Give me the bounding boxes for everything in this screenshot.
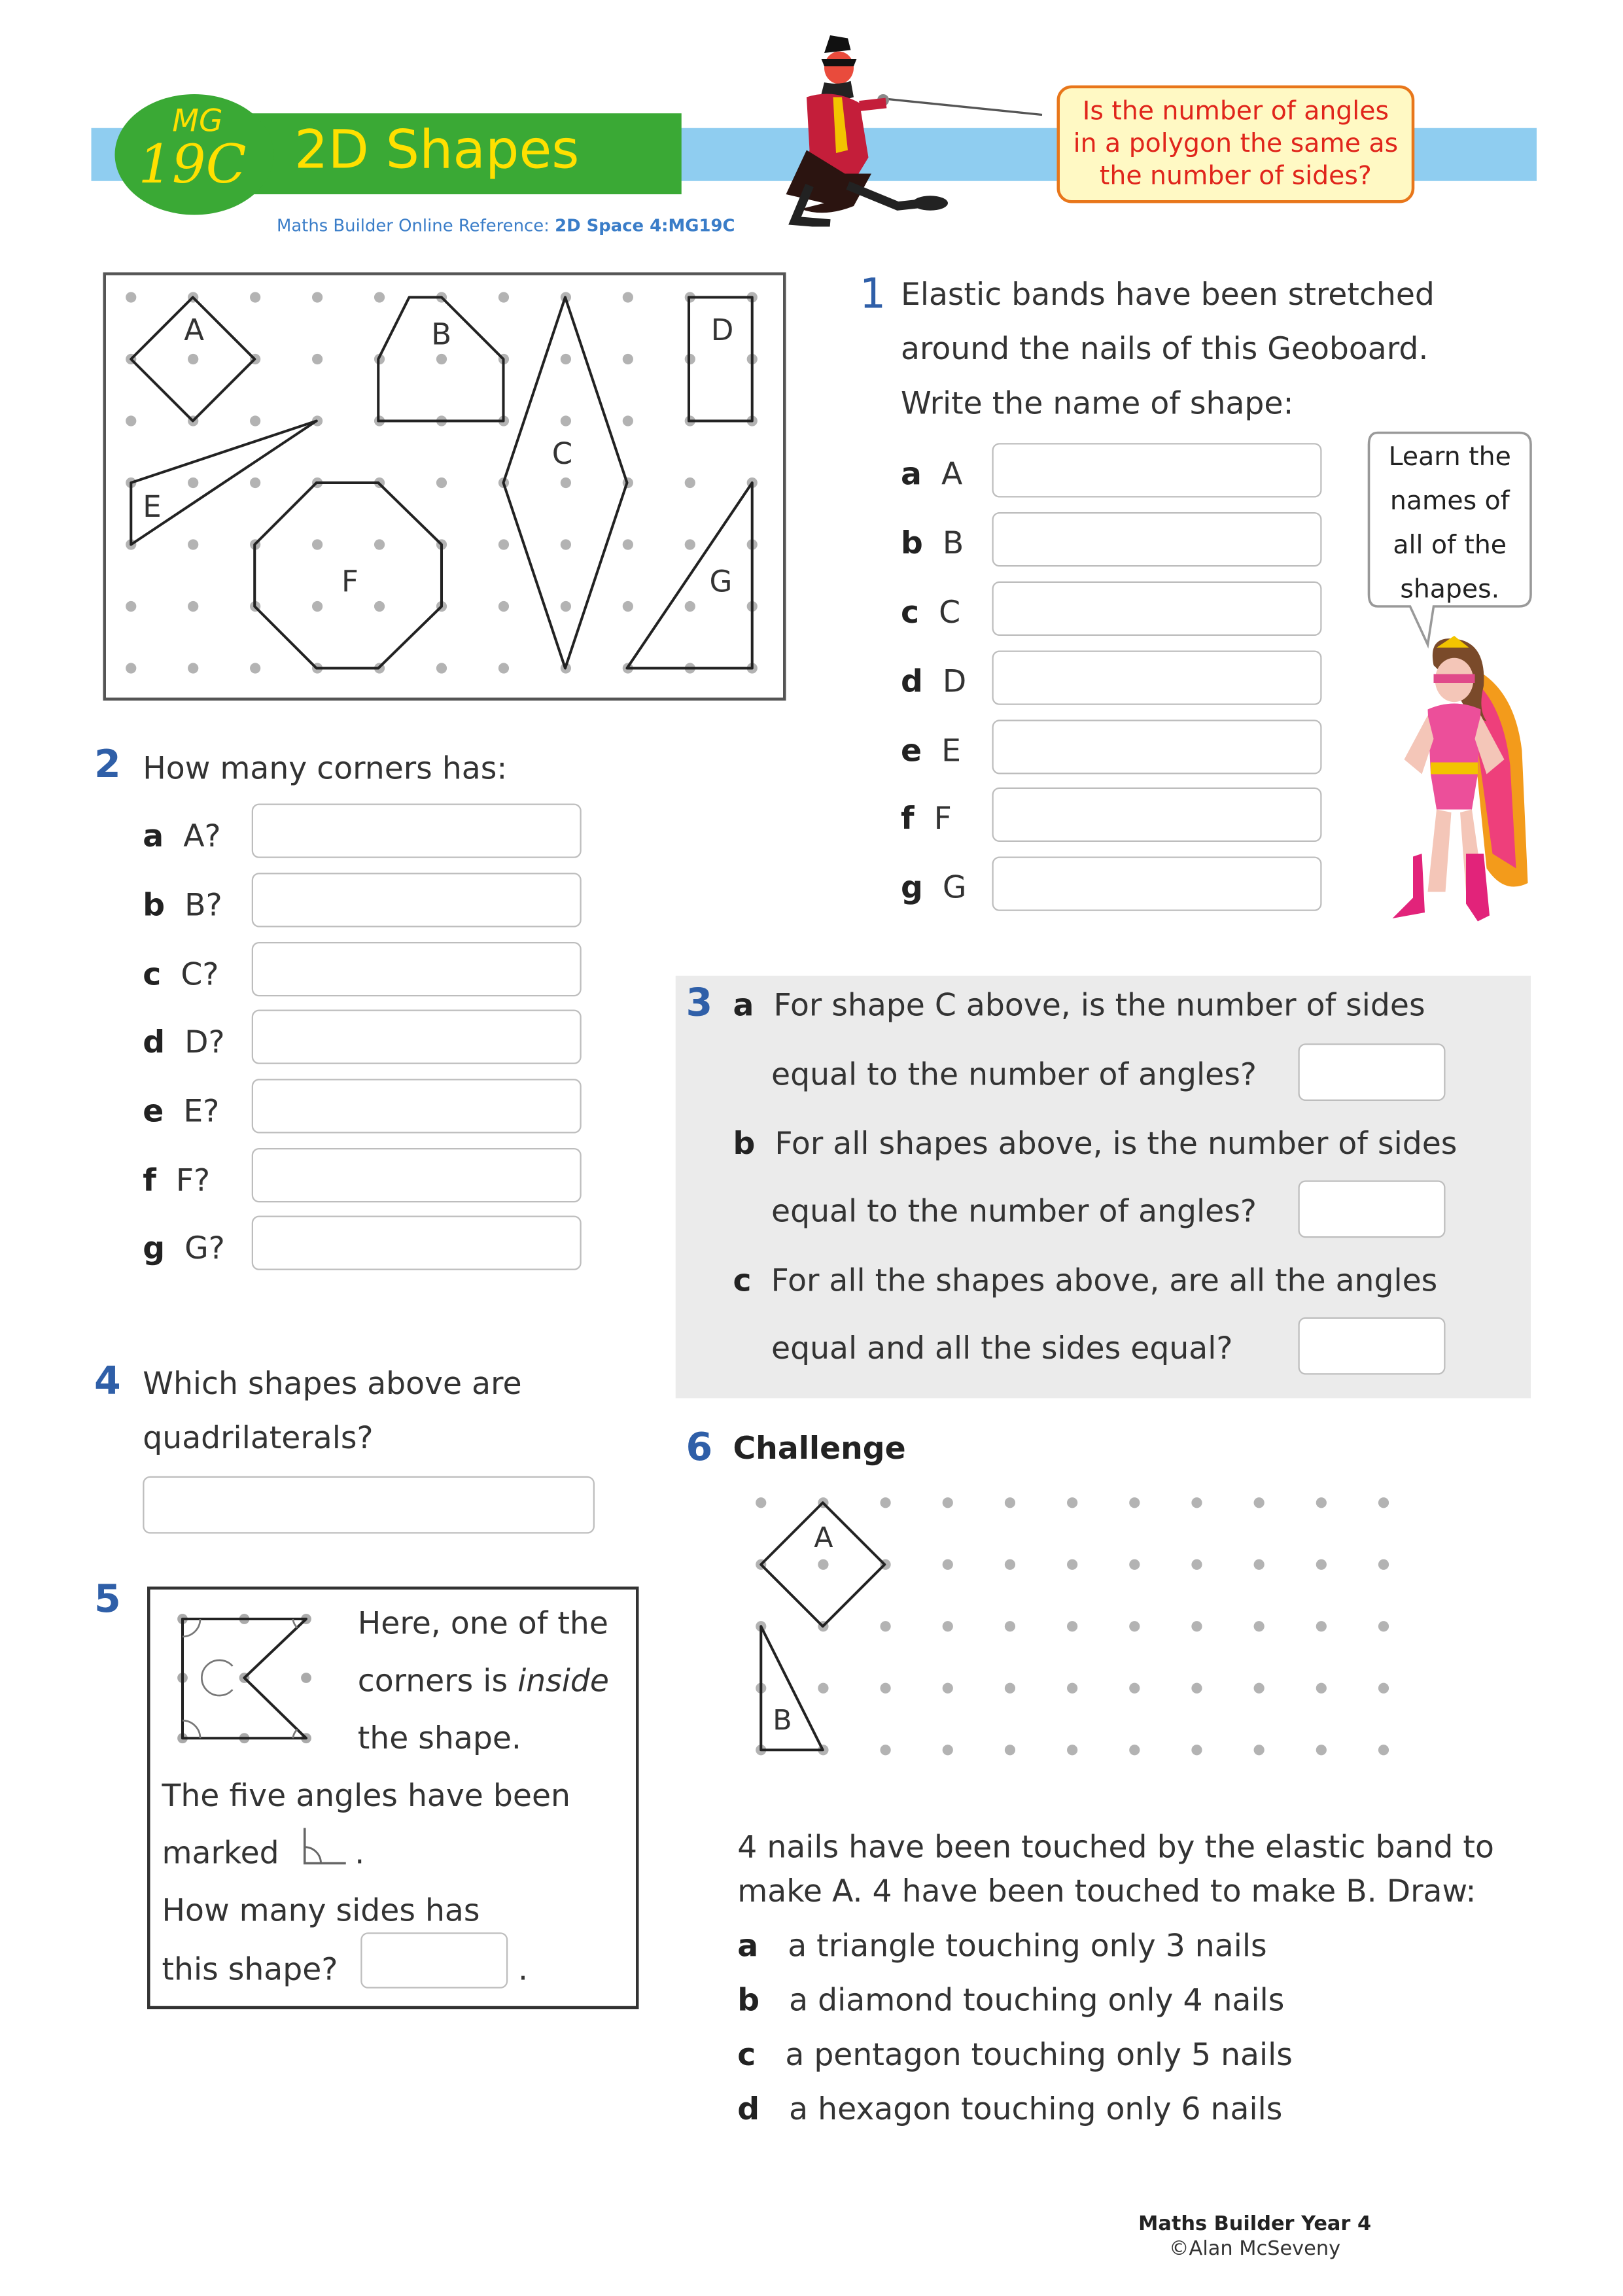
q2-letter-b: b <box>143 887 166 923</box>
nail <box>943 1497 953 1508</box>
q1-item-a <box>901 457 962 492</box>
q2-letter-f: f <box>143 1162 156 1198</box>
q5-line-3: the shape. <box>357 1720 521 1756</box>
q3c-line-2: equal and all the sides equal? <box>771 1331 1233 1366</box>
q1-item-b <box>901 525 964 561</box>
q2-answer-g[interactable] <box>252 1216 582 1270</box>
q3a-text-1: For shape C above, is the number of sides <box>773 987 1425 1023</box>
nail <box>881 1497 891 1508</box>
nail <box>1191 1745 1202 1755</box>
q3c-answer[interactable] <box>1299 1317 1446 1375</box>
q2-label-c: C? <box>181 956 219 992</box>
nail <box>1254 1497 1265 1508</box>
q1-text <box>901 268 1435 432</box>
q2-label-b: B? <box>184 887 222 923</box>
geo-label-a: A <box>184 312 205 347</box>
q1-label-d: D <box>942 663 967 699</box>
q5-answer[interactable] <box>360 1932 508 1989</box>
q3a-line-2: equal to the number of angles? <box>771 1056 1257 1092</box>
nail <box>881 1683 891 1694</box>
bubble-line-2: in a polygon the same as <box>1073 130 1399 159</box>
page-title: 2D Shapes <box>294 120 580 181</box>
q3c-letter: c <box>733 1262 752 1298</box>
nail <box>126 292 136 302</box>
q1-label-c: C <box>939 595 961 630</box>
nail <box>1254 1683 1265 1694</box>
q6-text-b: a diamond touching only 4 nails <box>789 1982 1285 2018</box>
nail <box>436 478 447 488</box>
nail <box>1067 1559 1077 1570</box>
nail <box>188 354 198 364</box>
nail <box>1129 1497 1140 1508</box>
nail <box>1316 1621 1327 1631</box>
q2-answer-a[interactable] <box>252 804 582 858</box>
q5-line-2b: inside <box>517 1663 609 1699</box>
nail <box>881 1745 891 1755</box>
nail <box>1067 1745 1077 1755</box>
q5-line-2a: corners is <box>357 1663 518 1699</box>
q3b-answer[interactable] <box>1299 1181 1446 1238</box>
q6-item-c <box>737 2037 1293 2072</box>
q1-answer-a[interactable] <box>992 443 1322 497</box>
nail <box>1254 1559 1265 1570</box>
nail <box>498 539 509 549</box>
nail <box>1005 1683 1015 1694</box>
q2-answer-c[interactable] <box>252 942 582 996</box>
q1-number: 1 <box>860 269 886 318</box>
code-top: MG <box>172 103 223 139</box>
nail <box>943 1745 953 1755</box>
footer-copyright: ©Alan McSeveny <box>1169 2237 1341 2261</box>
nail <box>818 1559 828 1570</box>
q3c-text-1: For all the shapes above, are all the angles <box>771 1262 1438 1298</box>
q2-item-g <box>143 1230 225 1266</box>
q2-answer-d[interactable] <box>252 1010 582 1064</box>
nail <box>1067 1497 1077 1508</box>
q3b-line-2: equal to the number of angles? <box>771 1193 1257 1229</box>
q1-letter-e: e <box>901 733 922 769</box>
q2-letter-g: g <box>143 1230 166 1266</box>
nail <box>1254 1745 1265 1755</box>
q3b-line-1 <box>733 1126 1457 1161</box>
nail <box>250 415 260 426</box>
q2-item-a <box>143 818 220 854</box>
q2-label-g: G? <box>184 1230 225 1266</box>
q6-text-c: a pentagon touching only 5 nails <box>785 2037 1293 2072</box>
geo-label-e: E <box>143 489 162 524</box>
nail <box>561 478 571 488</box>
q1-item-c <box>901 595 960 630</box>
q2-answer-f[interactable] <box>252 1148 582 1202</box>
q2-letter-c: c <box>143 956 162 992</box>
nail <box>126 663 136 673</box>
nail <box>756 1497 766 1508</box>
q1-label-g: G <box>942 869 967 905</box>
nail <box>126 601 136 612</box>
geo-label-f: F <box>341 564 358 599</box>
nail <box>1129 1745 1140 1755</box>
nail <box>623 539 633 549</box>
nail <box>1005 1559 1015 1570</box>
q6-intro-1: 4 nails have been touched by the elastic band to <box>737 1829 1494 1865</box>
q1-item-e <box>901 733 961 769</box>
nail <box>250 478 260 488</box>
q5-line-1: Here, one of the <box>357 1605 608 1641</box>
q5-number: 5 <box>94 1578 121 1622</box>
nail <box>374 601 385 612</box>
nail <box>498 292 509 302</box>
q1-letter-f: f <box>901 801 915 836</box>
nail <box>188 663 198 673</box>
q1-answer-e[interactable] <box>992 720 1322 774</box>
q5-line-5-end: . <box>355 1835 365 1871</box>
q3c-line-1 <box>733 1263 1438 1298</box>
q6-letter-d: d <box>737 2091 760 2127</box>
q2-letter-a: a <box>143 818 164 854</box>
q2-answer-b[interactable] <box>252 873 582 927</box>
nail <box>1005 1745 1015 1755</box>
q4-line-2: quadrilaterals? <box>143 1420 374 1456</box>
nail <box>685 478 695 488</box>
q1-line-3: Write the name of shape: <box>901 385 1294 421</box>
q1-answer-c[interactable] <box>992 582 1322 636</box>
q6-letter-b: b <box>737 1982 760 2018</box>
hint-line-2: names of <box>1389 487 1510 517</box>
superhero-illustration <box>1369 633 1534 928</box>
nail <box>1191 1683 1202 1694</box>
hint-line-3: all of the <box>1393 531 1507 561</box>
q1-letter-g: g <box>901 869 923 905</box>
geoboard <box>103 272 788 702</box>
villain-illustration <box>765 33 1045 227</box>
nail <box>1378 1621 1389 1631</box>
geo-label-b: B <box>431 317 452 352</box>
hint-line-1: Learn the <box>1388 443 1511 473</box>
geo-label-d: D <box>710 312 734 347</box>
nail <box>498 601 509 612</box>
nail <box>374 292 385 302</box>
q3b-text-1: For all shapes above, is the number of sides <box>775 1126 1457 1162</box>
q1-letter-c: c <box>901 595 920 630</box>
q4-number: 4 <box>94 1360 121 1404</box>
q6-label-a: A <box>814 1521 833 1554</box>
q6-text-a: a triangle touching only 3 nails <box>788 1928 1267 1964</box>
q5-line-6: How many sides has <box>162 1892 480 1928</box>
q3a-answer[interactable] <box>1299 1043 1446 1101</box>
q1-item-g <box>901 870 967 905</box>
code-bottom: 19C <box>138 135 247 196</box>
q1-answer-b[interactable] <box>992 512 1322 566</box>
nail <box>1067 1621 1077 1631</box>
geo-label-c: C <box>551 436 573 471</box>
q1-line-1: Elastic bands have been stretched <box>901 277 1435 312</box>
geo-label-g: G <box>709 564 733 599</box>
nail <box>943 1559 953 1570</box>
footer-title: Maths Builder Year 4 <box>1138 2212 1372 2236</box>
nail <box>1129 1621 1140 1631</box>
q6-letter-c: c <box>737 2037 756 2072</box>
nail <box>561 415 571 426</box>
q2-text: How many corners has: <box>143 750 508 786</box>
q2-letter-d: d <box>143 1024 166 1060</box>
q2-number: 2 <box>94 743 121 788</box>
nail <box>561 354 571 364</box>
nail <box>1067 1683 1077 1694</box>
nail <box>126 415 136 426</box>
q4-line-1: Which shapes above are <box>143 1366 522 1401</box>
reference-line <box>277 215 735 236</box>
nail <box>312 601 323 612</box>
q3a-letter: a <box>733 987 754 1023</box>
q2-item-d <box>143 1024 224 1060</box>
nail <box>685 601 695 612</box>
q1-answer-g[interactable] <box>992 857 1322 911</box>
nail <box>1191 1621 1202 1631</box>
q4-text <box>143 1357 521 1467</box>
q6-intro-2: make A. 4 have been touched to make B. Draw: <box>737 1873 1476 1909</box>
hint-line-4: shapes. <box>1400 575 1500 605</box>
q1-label-e: E <box>941 733 962 769</box>
q6-number: 6 <box>686 1426 713 1470</box>
nail <box>312 539 323 549</box>
reference-link[interactable]: 2D Space 4:MG19C <box>555 215 735 235</box>
hint-bubble-text <box>1369 436 1531 612</box>
nail <box>312 354 323 364</box>
nail <box>561 539 571 549</box>
nail <box>1129 1559 1140 1570</box>
q6-label-b: B <box>773 1703 792 1737</box>
q5-line-5: marked <box>162 1835 279 1871</box>
nail <box>250 663 260 673</box>
nail <box>881 1621 891 1631</box>
q2-label-d: D? <box>184 1024 225 1060</box>
nail <box>1316 1497 1327 1508</box>
q1-answer-f[interactable] <box>992 788 1322 842</box>
q3a-line-1 <box>733 988 1425 1023</box>
q1-line-2: around the nails of this Geoboard. <box>901 331 1429 367</box>
q1-letter-d: d <box>901 663 923 699</box>
nail <box>1316 1683 1327 1694</box>
q6-item-d <box>737 2091 1282 2127</box>
nail <box>250 292 260 302</box>
nail <box>623 354 633 364</box>
q6-nails <box>756 1497 1389 1755</box>
bubble-line-1: Is the number of angles <box>1082 97 1389 127</box>
q4-answer[interactable] <box>143 1476 595 1534</box>
nail <box>498 663 509 673</box>
q1-label-f: F <box>934 801 952 836</box>
nail <box>1316 1745 1327 1755</box>
q1-item-f <box>901 801 952 836</box>
nail <box>1005 1497 1015 1508</box>
nail <box>1378 1497 1389 1508</box>
q3-number: 3 <box>686 981 713 1026</box>
q5-line-2 <box>358 1663 609 1699</box>
q5-line-7: this shape? <box>162 1951 338 1987</box>
q1-letter-b: b <box>901 525 923 561</box>
q5-shape-diagram <box>165 1601 327 1764</box>
nail <box>188 539 198 549</box>
q5-line-4: The five angles have been <box>162 1778 570 1813</box>
nail <box>1005 1621 1015 1631</box>
q5-line-7-end: . <box>518 1951 529 1987</box>
q2-label-f: F? <box>175 1162 211 1198</box>
q1-label-a: A <box>941 456 963 492</box>
q2-item-c <box>143 957 218 992</box>
q3b-letter: b <box>733 1126 756 1162</box>
bubble-line-3: the number of sides? <box>1099 162 1372 192</box>
q2-item-f <box>143 1163 210 1198</box>
q6-letter-a: a <box>737 1928 759 1964</box>
nail <box>1378 1745 1389 1755</box>
nail <box>943 1621 953 1631</box>
nail <box>623 415 633 426</box>
nail <box>1191 1559 1202 1570</box>
nail <box>1129 1683 1140 1694</box>
q6-geoboard <box>743 1484 1406 1771</box>
nail <box>623 601 633 612</box>
nail <box>188 478 198 488</box>
q2-label-a: A? <box>183 818 221 854</box>
nail <box>1378 1559 1389 1570</box>
q6-item-b <box>737 1983 1284 2018</box>
q6-text-d: a hexagon touching only 6 nails <box>789 2091 1283 2127</box>
nail <box>818 1683 828 1694</box>
nail <box>436 354 447 364</box>
q2-label-e: E? <box>183 1093 220 1129</box>
nail <box>188 601 198 612</box>
q2-letter-e: e <box>143 1093 164 1129</box>
nail <box>1254 1621 1265 1631</box>
nail <box>374 539 385 549</box>
nail <box>685 539 695 549</box>
header-question-bubble <box>1057 86 1415 203</box>
nail <box>312 292 323 302</box>
angle-mark-icon <box>299 1825 349 1870</box>
q2-item-e <box>143 1094 219 1129</box>
q6-title: Challenge <box>733 1431 906 1466</box>
nail <box>623 292 633 302</box>
nail <box>561 601 571 612</box>
q1-item-d <box>901 664 966 699</box>
nail <box>1191 1497 1202 1508</box>
reference-prefix: Maths Builder Online Reference: <box>277 215 555 235</box>
q1-answer-d[interactable] <box>992 651 1322 705</box>
nail <box>1316 1559 1327 1570</box>
q1-label-b: B <box>942 525 964 561</box>
nail <box>1378 1683 1389 1694</box>
q6-item-a <box>737 1928 1266 1964</box>
nail <box>943 1683 953 1694</box>
nail <box>436 663 447 673</box>
q2-answer-e[interactable] <box>252 1079 582 1133</box>
q1-letter-a: a <box>901 456 922 492</box>
q2-item-b <box>143 888 222 923</box>
